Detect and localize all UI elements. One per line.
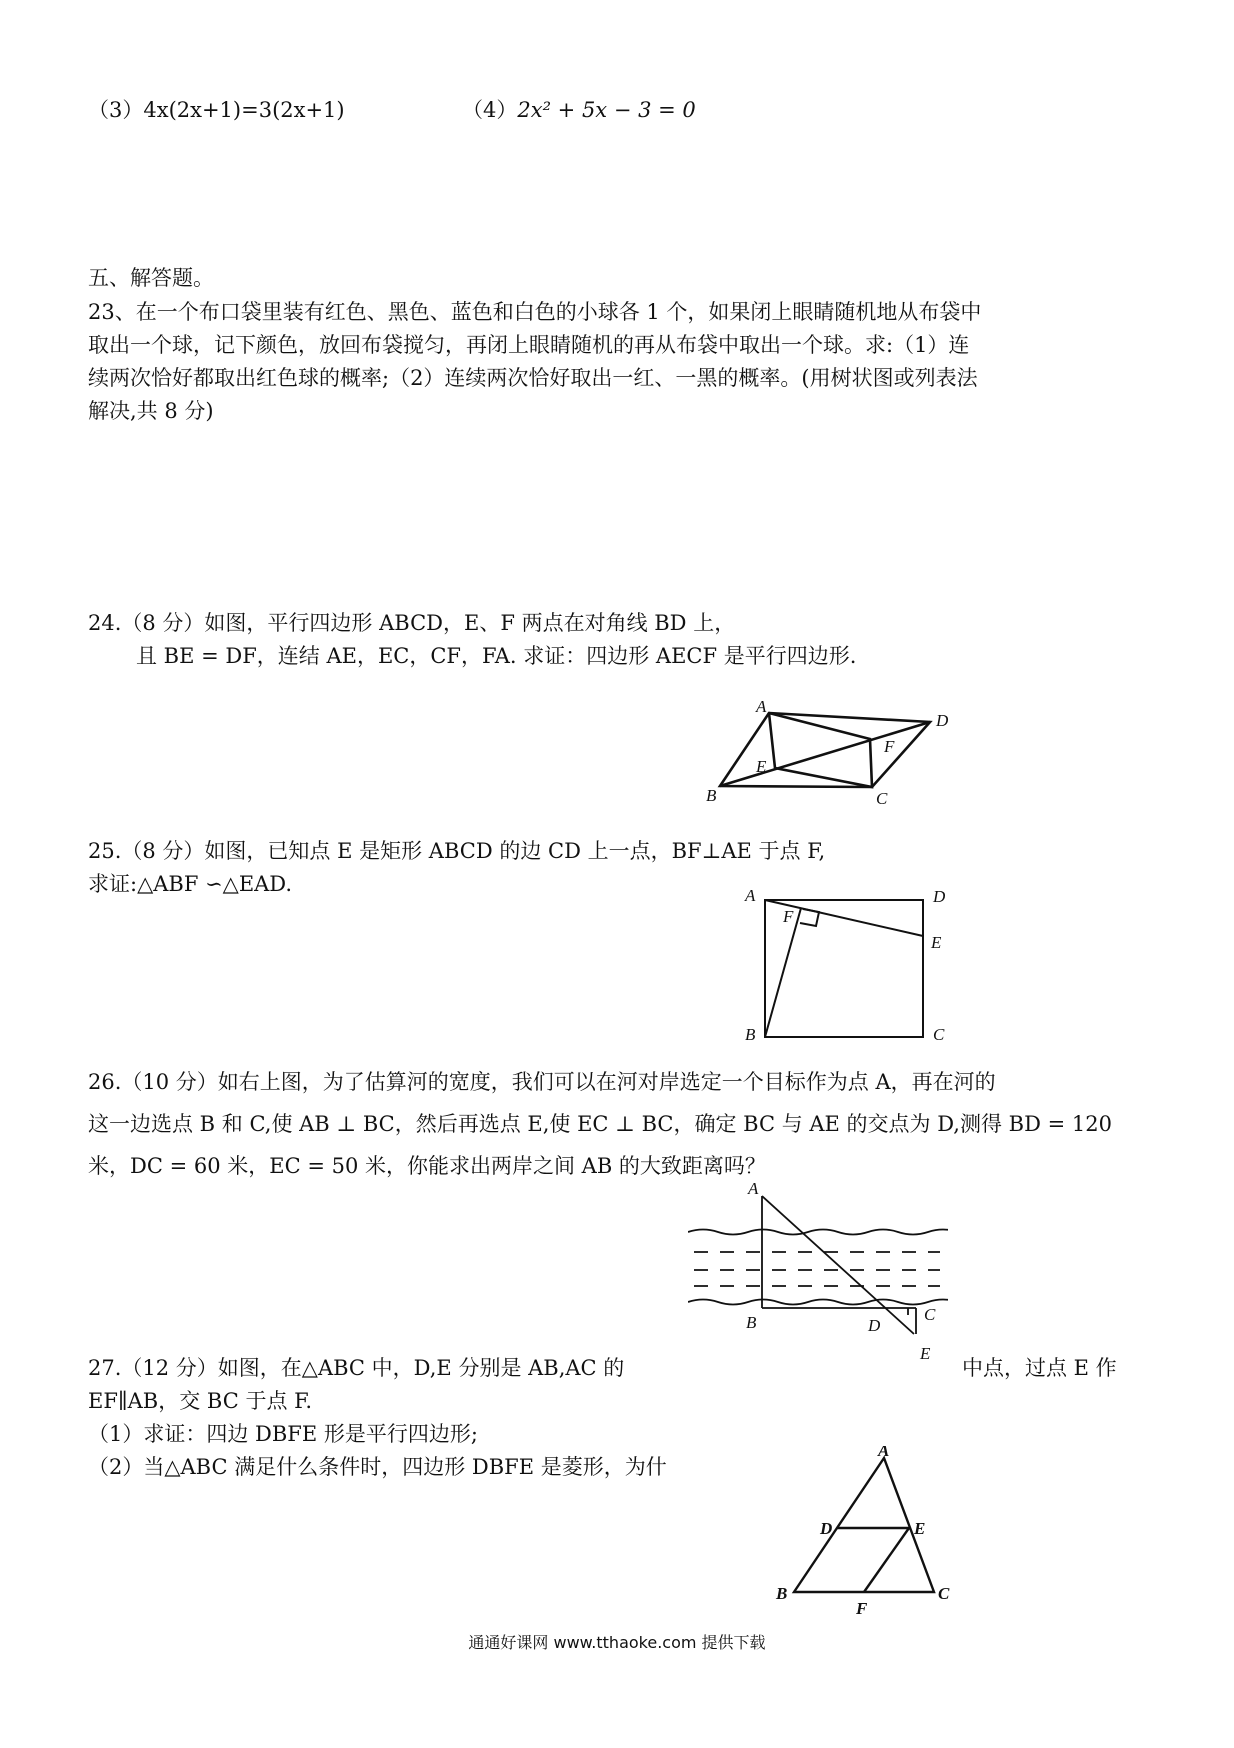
triangle-abc xyxy=(794,1458,934,1592)
q25-label-c: C xyxy=(933,1025,945,1044)
q27-label-c: C xyxy=(938,1584,950,1603)
q23-line-1: 23、在一个布口袋里装有红色、黑色、蓝色和白色的小球各 1 个，如果闭上眼睛随机地从布袋中 xyxy=(88,300,982,324)
q26-line-2: 这一边选点 B 和 C,使 AB ⊥ BC，然后再选点 E,使 EC ⊥ BC，确定 BC 与 AE 的交点为 D,测得 BD = 120 xyxy=(88,1112,1112,1136)
q24-label-e: E xyxy=(756,757,767,776)
q27-label-e: E xyxy=(914,1519,926,1538)
quadrilateral-aecf xyxy=(769,713,872,787)
right-angle-mark xyxy=(800,909,819,926)
q27-label-a: A xyxy=(878,1446,890,1460)
page-footer: 通通好课网 www.tthaoke.com 提供下载 xyxy=(468,1633,766,1652)
equation-4-formula: 2x² + 5x − 3 = 0 xyxy=(517,98,696,122)
diagonal-bd xyxy=(720,722,930,786)
q26-line-1: 26.（10 分）如右上图，为了估算河的宽度，我们可以在河对岸选定一个目标作为点 A，再在河的 xyxy=(88,1070,996,1094)
q24-line-2: 且 BE = DF，连结 AE，EC，CF，FA. 求证：四边形 AECF 是平行四边形. xyxy=(136,644,857,668)
q27-line-4: （2）当△ABC 满足什么条件时，四边形 DBFE 是菱形，为什 xyxy=(88,1455,667,1479)
q24-label-f: F xyxy=(884,737,895,756)
q25-label-f: F xyxy=(783,907,794,926)
q25-figure xyxy=(735,880,965,1054)
q27-figure xyxy=(772,1446,962,1630)
q23-line-3: 续两次恰好都取出红色球的概率;（2）连续两次恰好取出一红、一黑的概率。(用树状图或列表法 xyxy=(88,366,978,390)
q23-line-2: 取出一个球，记下颜色，放回布袋搅匀，再闭上眼睛随机的再从布袋中取出一个球。求:（1）连 xyxy=(88,333,970,357)
q27-label-b: B xyxy=(776,1584,788,1603)
segment-ae xyxy=(762,1196,914,1334)
q27-line-1b: 中点，过点 E 作 xyxy=(962,1356,1117,1380)
segment-bf xyxy=(765,908,801,1037)
q26-label-e: E xyxy=(920,1344,931,1363)
q25-label-e: E xyxy=(931,933,942,952)
equation-4 xyxy=(462,96,696,124)
river-bank-near xyxy=(688,1300,948,1305)
section-title: 五、解答题。 xyxy=(88,266,214,290)
river-water-lines xyxy=(694,1252,940,1286)
segment-ef xyxy=(864,1528,909,1592)
q23-line-4: 解决,共 8 分) xyxy=(88,399,214,423)
equation-4-prefix: （4） xyxy=(462,98,518,122)
q24-label-a: A xyxy=(756,700,767,716)
q27-label-d: D xyxy=(820,1519,833,1538)
q25-label-d: D xyxy=(933,887,946,906)
equation-3: （3）4x(2x+1)=3(2x+1) xyxy=(88,98,345,122)
q24-line-1: 24.（8 分）如图，平行四边形 ABCD，E、F 两点在对角线 BD 上， xyxy=(88,611,736,635)
q24-figure xyxy=(700,700,960,814)
q26-line-3: 米，DC = 60 米，EC = 50 米，你能求出两岸之间 AB 的大致距离吗？ xyxy=(88,1154,766,1178)
q25-line-1: 25.（8 分）如图，已知点 E 是矩形 ABCD 的边 CD 上一点，BF⊥AE 于点 F, xyxy=(88,839,826,863)
q24-label-d: D xyxy=(936,711,949,730)
q26-label-b: B xyxy=(746,1313,757,1332)
q27-line-3: （1）求证：四边 DBFE 形是平行四边形; xyxy=(88,1422,478,1446)
q27-label-f: F xyxy=(856,1599,868,1618)
q26-label-d: D xyxy=(868,1316,881,1335)
q26-label-a: A xyxy=(748,1182,759,1198)
q26-label-c: C xyxy=(924,1305,936,1324)
q27-line-1a: 27.（12 分）如图，在△ABC 中，D,E 分别是 AB,AC 的 xyxy=(88,1356,625,1380)
q26-figure xyxy=(688,1182,948,1368)
river-bank-far xyxy=(688,1230,948,1235)
q24-label-c: C xyxy=(876,789,888,808)
q24-label-b: B xyxy=(706,786,717,805)
q25-line-2: 求证:△ABF ∽△EAD. xyxy=(88,872,293,896)
q25-label-b: B xyxy=(745,1025,756,1044)
q25-label-a: A xyxy=(745,886,756,905)
q27-line-2: EF∥AB，交 BC 于点 F. xyxy=(88,1389,313,1413)
